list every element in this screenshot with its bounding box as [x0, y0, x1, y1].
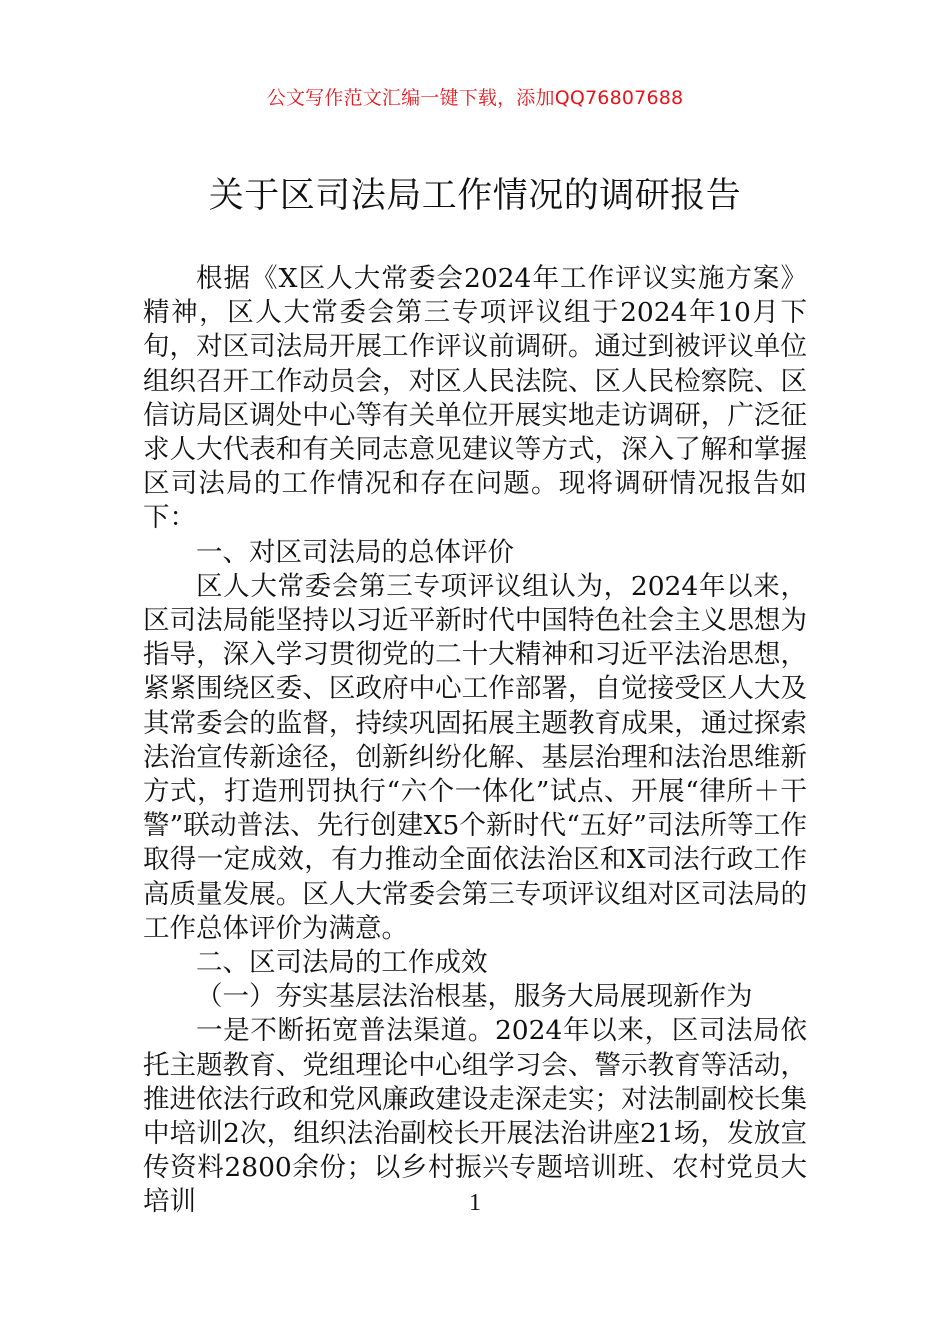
paragraph-intro: 根据《X区人大常委会2024年工作评议实施方案》精神，区人大常委会第三专项评议组于2024年10月下旬，对区司法局开展工作评议前调研。通过到被评议单位组织召开工作动员会，对区人民法院、区人民检察院、区信访局区调处中心等有关单位开展实地走访调研，广泛征求人大代表和有关同志意见建议等方式，深入了解和掌握区司法局的工作情况和存在问题。现将调研情况报告如下： — [143, 263, 807, 534]
heading-section-2: 二、区司法局的工作成效 — [196, 947, 488, 979]
paragraph-evaluation: 区人大常委会第三专项评议组认为，2024年以来，区司法局能坚持以习近平新时代中国特色社会主义思想为指导，深入学习贯彻党的二十大精神和习近平法治思想，紧紧围绕区委、区政府中心工作部署，自觉接受区人大及其常委会的监督，持续巩固拓展主题教育成果，通过探索法治宣传新途径，创新纠纷化解、基层治理和法治思维新方式，打造刑罚执行“六个一体化”试点、开展“律所＋干警”联动普法、先行创建X5个新时代“五好”司法所等工作取得一定成效，有力推动全面依法治区和X司法行政工作高质量发展。区人大常委会第三专项评议组对区司法局的工作总体评价为满意。 — [143, 570, 807, 944]
paragraph-achievement-1: 一是不断拓宽普法渠道。2024年以来，区司法局依托主题教育、党组理论中心组学习会、警示教育等活动，推进依法行政和党风廉政建设走深走实；对法制副校长集中培训2次，组织法治副校长开展法治讲座21场，发放宣传资料2800余份；以乡村振兴专题培训班、农村党员大培训 — [143, 1015, 807, 1218]
watermark-banner: 公文写作范文汇编一键下载，添加QQ76807688 — [266, 87, 684, 109]
page-number: 1 — [469, 1190, 481, 1216]
heading-subsection-1: （一）夯实基层法治根基，服务大局展现新作为 — [196, 981, 753, 1013]
heading-section-1: 一、对区司法局的总体评价 — [196, 536, 514, 568]
document-title: 关于区司法局工作情况的调研报告 — [208, 176, 742, 216]
document-body — [143, 262, 807, 1220]
